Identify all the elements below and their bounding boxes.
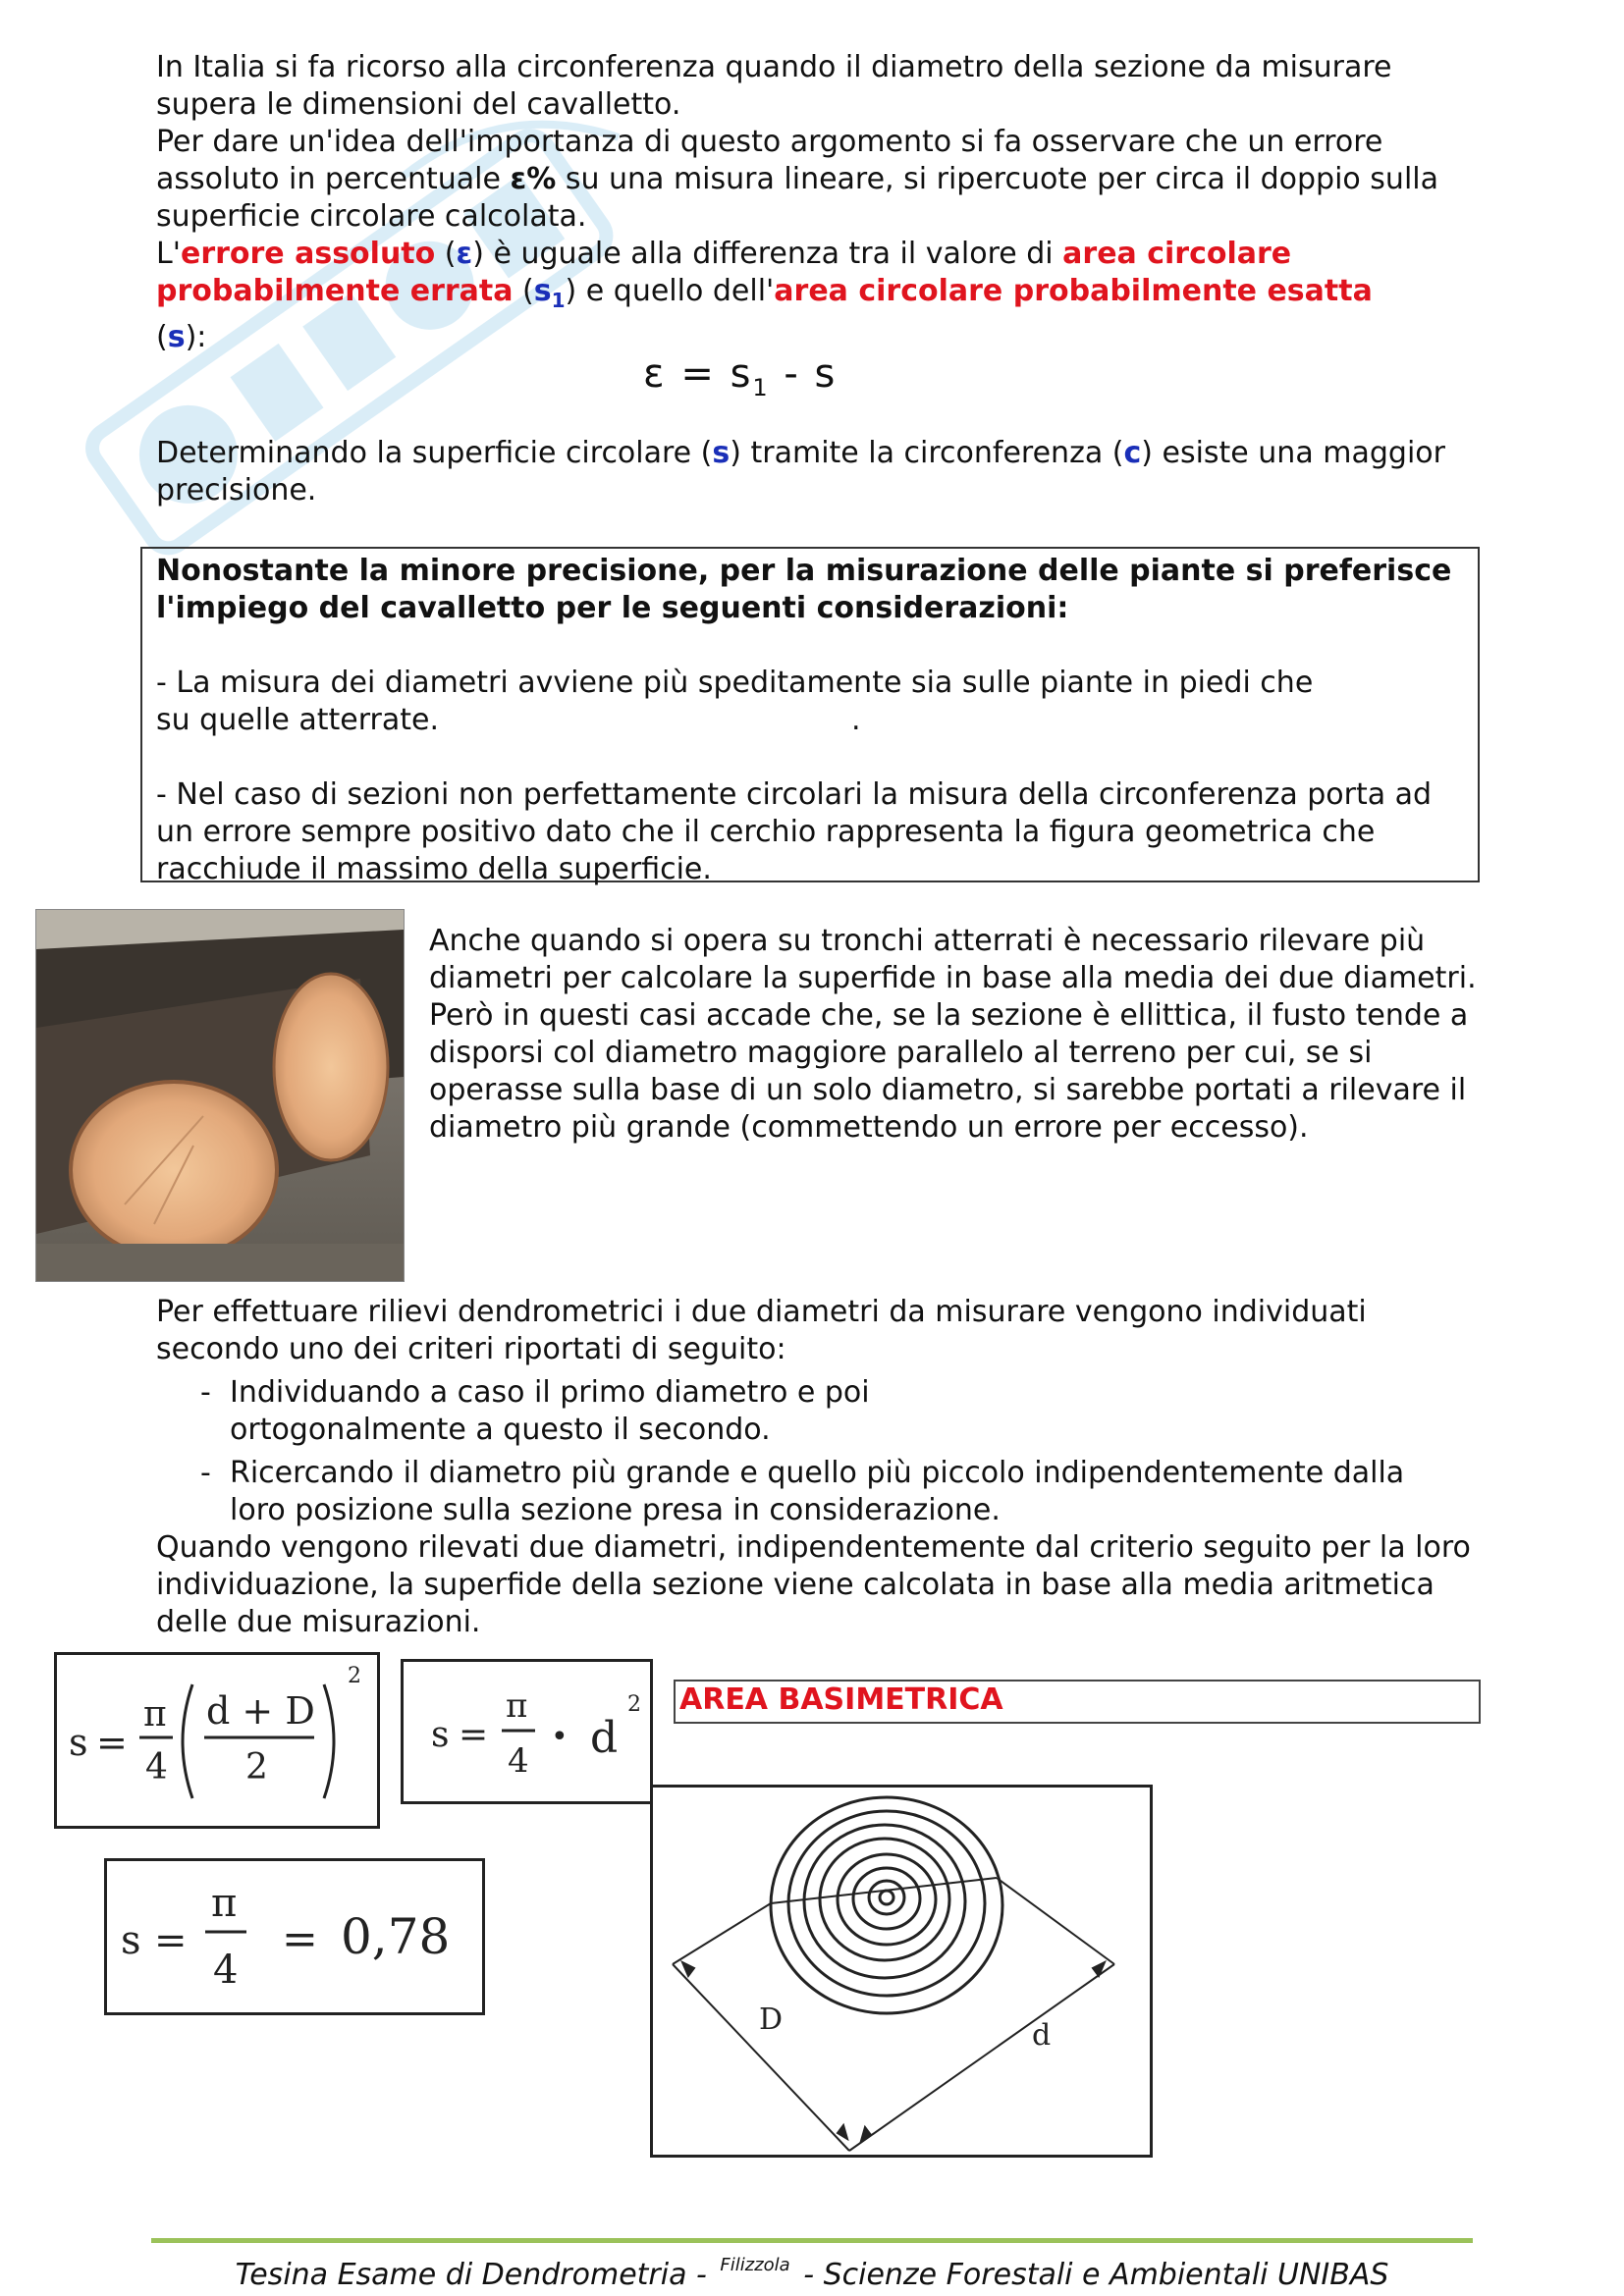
svg-text:=: = bbox=[282, 1914, 318, 1964]
svg-text:=: = bbox=[459, 1715, 489, 1755]
constant-value: 0,78 bbox=[341, 1908, 451, 1965]
svg-text:2: 2 bbox=[348, 1664, 361, 1688]
logs-photo bbox=[35, 909, 405, 1282]
formula-box-constant bbox=[104, 1858, 485, 2015]
box-item-1: - La misura dei diametri avviene più speditamente sia sulle piante in piedi che su quelle atterrate. . bbox=[156, 666, 1314, 737]
svg-text:2: 2 bbox=[245, 1747, 268, 1788]
svg-text:•: • bbox=[551, 1720, 568, 1754]
intro-paragraph-3: L'errore assoluto (ε) è uguale alla differenza tra il valore di area circolare probabilmente errata $(s_1)$ e quello dell'area circolare probabilmente esatta (s): bbox=[156, 237, 1373, 354]
svg-text:d: d bbox=[590, 1713, 619, 1763]
intro-paragraph-1: In Italia si fa ricorso alla circonferenza quando il diametro della sezione da misurare supera le dimensioni del cavalletto. bbox=[156, 50, 1392, 122]
svg-text:π: π bbox=[506, 1686, 528, 1726]
criteria-closing: Quando vengono rilevati due diametri, indipendentemente dal criterio seguito per la loro individuazione, la superfide della sezione viene calcolata in base alla media aritmetica delle due misurazioni. bbox=[156, 1530, 1471, 1639]
criteria-intro: Per effettuare rilievi dendrometrici i due diametri da misurare vengono individuati secondo uno dei criteri riportati di seguito: bbox=[156, 1295, 1367, 1366]
formula-s: s bbox=[69, 1721, 88, 1764]
list-item: - Individuando a caso il primo diametro e poi ortogonalmente a questo il secondo. bbox=[200, 1375, 870, 1447]
svg-text:s: s bbox=[431, 1715, 450, 1755]
formula-absolute-error: $\varepsilon = s_1 - s$ bbox=[643, 351, 838, 401]
page-footer: Tesina Esame di Dendrometria - $^{Filizzola}$ - Scienze Forestali e Ambientali UNIBAS bbox=[235, 2255, 1389, 2292]
list-item: - Ricercando il diametro più grande e quello più piccolo indipendentemente dalla loro posizione sulla sezione presa in considerazione. bbox=[200, 1456, 1405, 1527]
intro-paragraph-2: Per dare un'idea dell'importanza di questo argomento si fa osservare che un errore assoluto in percentuale ε% su una misura lineare, si ripercuote per circa il doppio sulla superficie circolare calcolata. bbox=[156, 125, 1438, 234]
svg-text:d + D: d + D bbox=[206, 1689, 315, 1733]
svg-text:s: s bbox=[121, 1918, 141, 1963]
area-basimetrica-label: AREA BASIMETRICA bbox=[679, 1682, 1003, 1717]
footer-rule bbox=[151, 2238, 1473, 2243]
term-errore-assoluto: errore assoluto bbox=[180, 237, 436, 271]
criteria-section bbox=[156, 1294, 1482, 1641]
footer-author: Filizzola bbox=[720, 2255, 790, 2275]
tree-ring-diagram bbox=[650, 1785, 1153, 2158]
box-item-2: - Nel caso di sezioni non perfettamente circolari la misura della circonferenza porta ad un errore sempre positivo dato che il cerchio rappresenta la figura geometrica che racchiude il massimo della superficie. bbox=[156, 777, 1433, 886]
epsilon-percent: ε% bbox=[510, 162, 557, 196]
term-area-errata: area circolare probabilmente errata bbox=[156, 237, 1292, 308]
intro-text bbox=[156, 49, 1482, 356]
svg-text:=: = bbox=[154, 1918, 188, 1963]
svg-text:4: 4 bbox=[145, 1747, 168, 1788]
svg-text:2: 2 bbox=[627, 1692, 641, 1717]
svg-text:4: 4 bbox=[508, 1741, 529, 1781]
svg-text:=: = bbox=[96, 1721, 128, 1764]
box-heading: Nonostante la minore precisione, per la misurazione delle piante si preferisce l'impiego del cavalletto per le seguenti considerazioni: bbox=[156, 554, 1452, 625]
diagram-label-D: D bbox=[759, 2002, 784, 2037]
diagram-label-d: d bbox=[1032, 2018, 1052, 2053]
formula-box-diameter bbox=[401, 1659, 653, 1804]
logs-paragraph-1: Anche quando si opera su tronchi atterrati è necessario rilevare più diametri per calcolare la superfide in base alla media dei due diametri. bbox=[429, 924, 1477, 995]
term-area-esatta: area circolare probabilmente esatta bbox=[774, 274, 1373, 308]
precision-paragraph: Determinando la superficie circolare (s) tramite la circonferenza (c) esiste una maggior precisione. bbox=[156, 436, 1445, 507]
svg-text:π: π bbox=[143, 1694, 167, 1735]
svg-text:π: π bbox=[211, 1881, 238, 1926]
logs-paragraph-2: Però in questi casi accade che, se la sezione è ellittica, il fusto tende a disporsi col diametro maggiore parallelo al terreno per cui, se si operasse sulla base di un solo diametro, si sarebbe portati a rilevare il diametro più grande (commettendo un errore per eccesso). bbox=[429, 998, 1469, 1145]
svg-text:4: 4 bbox=[213, 1948, 239, 1993]
logs-text bbox=[429, 923, 1489, 1147]
formula-box-mean-diameter bbox=[54, 1652, 380, 1829]
considerations-box bbox=[140, 547, 1480, 886]
